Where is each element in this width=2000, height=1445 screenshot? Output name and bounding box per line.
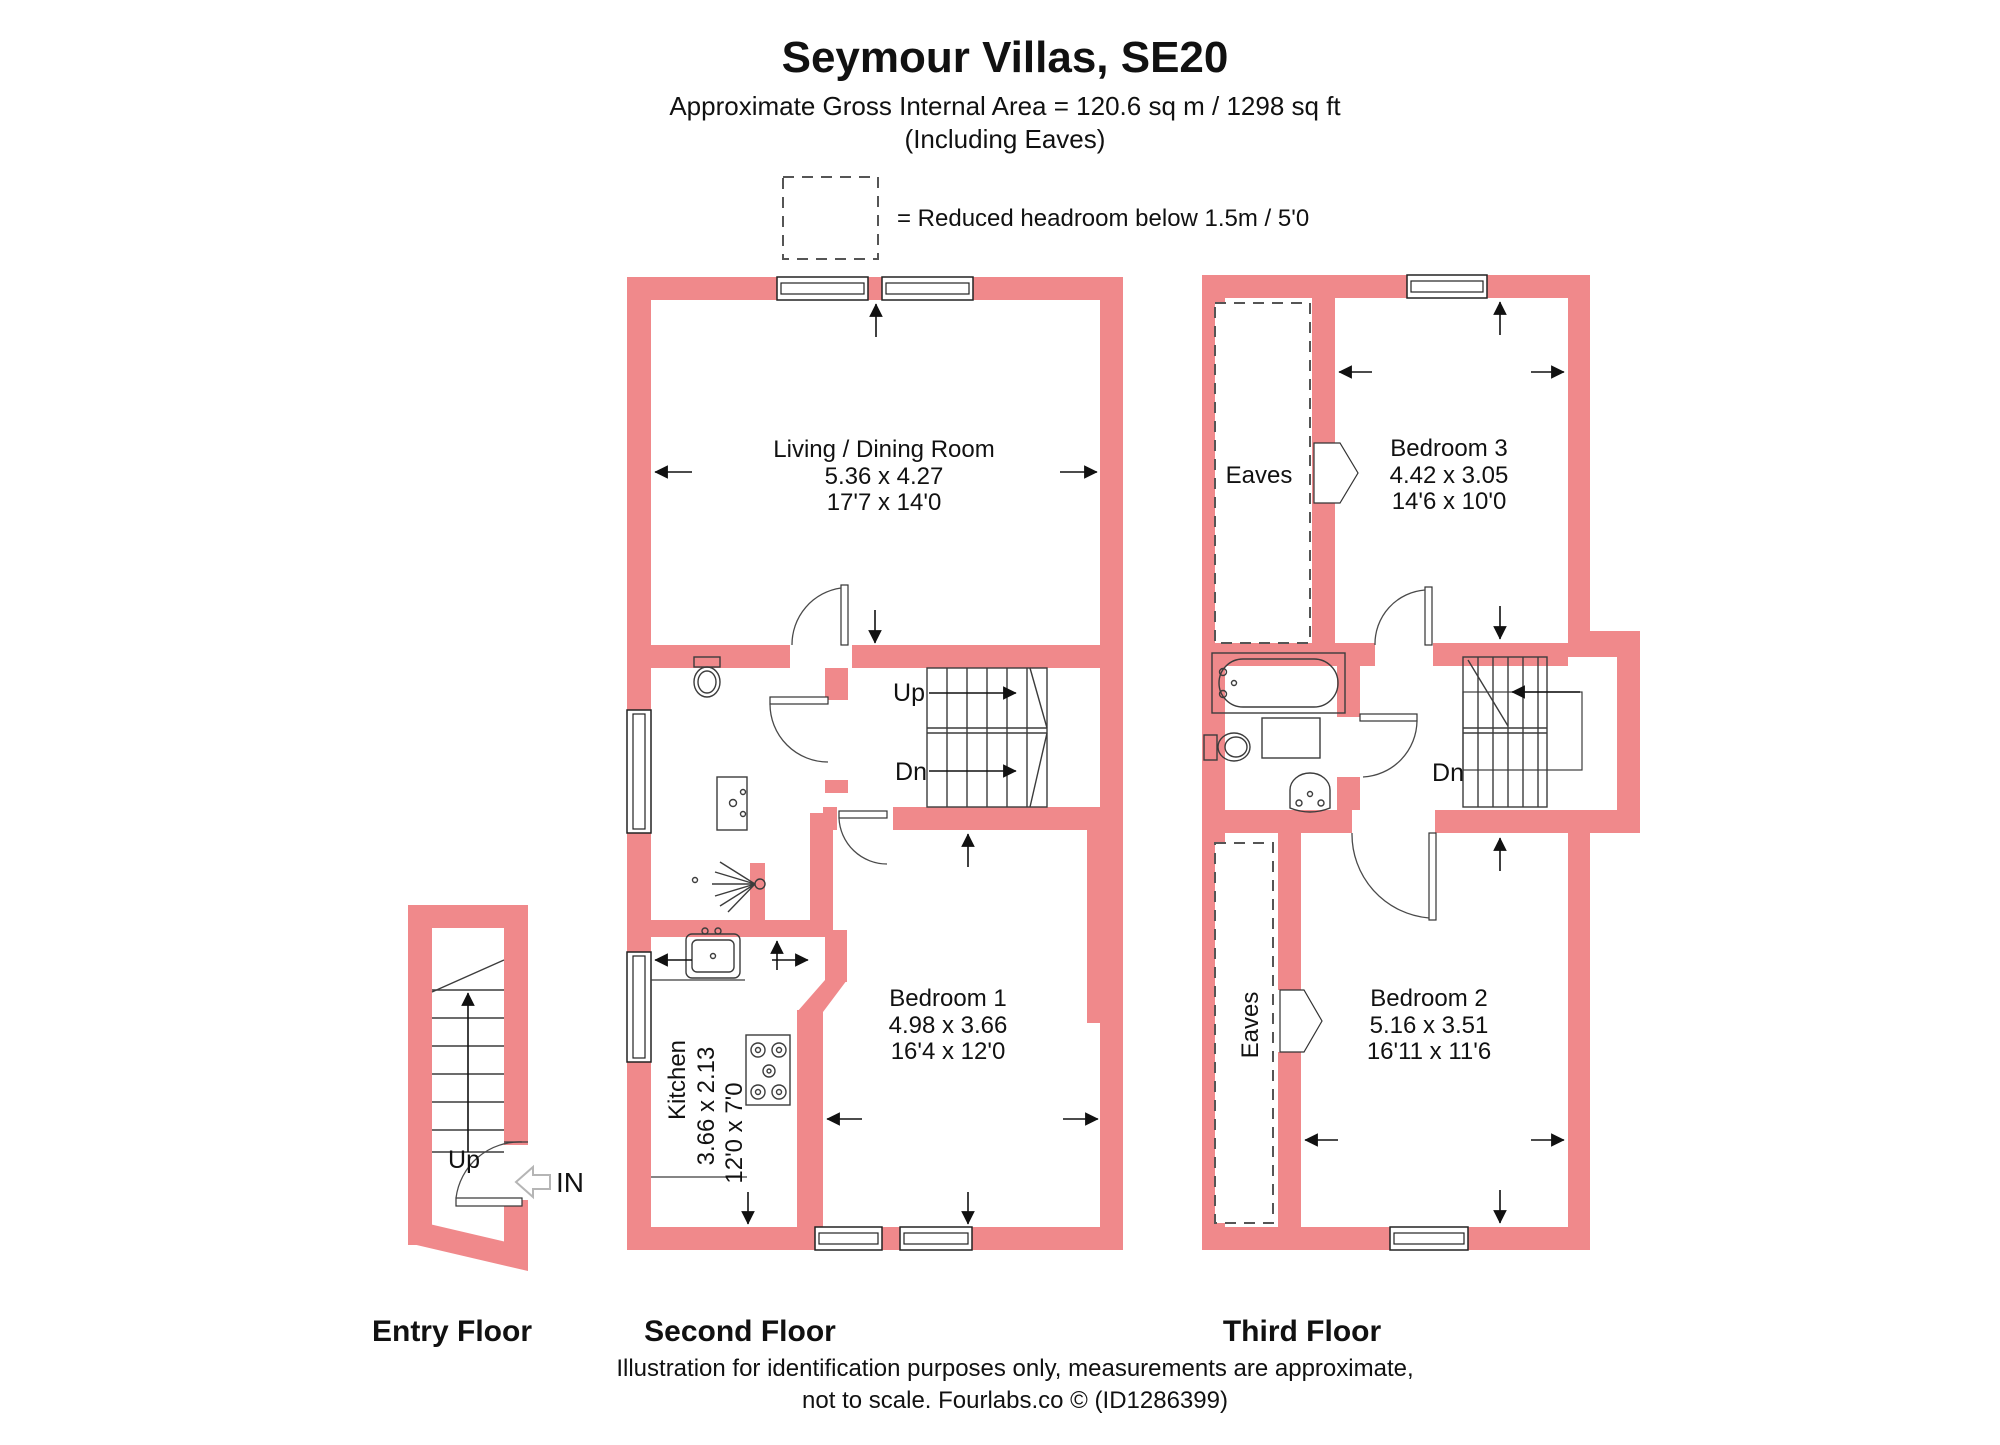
- svg-text:4.98 x 3.66: 4.98 x 3.66: [888, 1012, 1008, 1039]
- disclaimer-line2: not to scale. Fourlabs.co © (ID1286399): [802, 1387, 1228, 1414]
- page-title: Seymour Villas, SE20: [781, 33, 1229, 82]
- room-label-bedroom2: [1367, 985, 1491, 1065]
- footer: [616, 1355, 1413, 1414]
- entry-up-label: Up: [448, 1146, 480, 1174]
- eaves-access-door: [1314, 443, 1358, 503]
- eaves-top-label: Eaves: [1225, 462, 1293, 489]
- window: [900, 1227, 972, 1250]
- entrance-in-label: IN: [556, 1167, 584, 1198]
- svg-text:16'4 x 12'0: 16'4 x 12'0: [890, 1038, 1006, 1065]
- bathroom-door: [770, 697, 828, 762]
- disclaimer-line1: Illustration for identification purposes only, measurements are approximate,: [616, 1355, 1414, 1382]
- entrance-in-arrow-icon: [516, 1167, 550, 1197]
- svg-text:12'0 x 7'0: 12'0 x 7'0: [721, 1082, 748, 1184]
- window: [777, 277, 868, 300]
- entry-floor-plan: [372, 905, 584, 1348]
- window: [815, 1227, 882, 1250]
- window: [882, 277, 973, 300]
- bedroom3-door: [1375, 587, 1432, 645]
- eaves-access-door: [1280, 990, 1322, 1052]
- header: [669, 33, 1341, 154]
- including-eaves-text: (Including Eaves): [904, 124, 1106, 154]
- svg-text:Bedroom 3: Bedroom 3: [1390, 435, 1508, 462]
- third-floor-staircase: [1432, 657, 1582, 807]
- svg-text:5.36 x 4.27: 5.36 x 4.27: [824, 463, 944, 490]
- wall: [408, 905, 432, 1245]
- svg-text:17'7 x 14'0: 17'7 x 14'0: [826, 489, 942, 516]
- legend-text: = Reduced headroom below 1.5m / 5'0: [897, 205, 1310, 232]
- second-dn-label: Dn: [895, 758, 927, 786]
- svg-text:Living / Dining Room: Living / Dining Room: [773, 436, 995, 463]
- svg-text:5.16 x 3.51: 5.16 x 3.51: [1369, 1012, 1489, 1039]
- svg-text:16'11 x 11'6: 16'11 x 11'6: [1366, 1038, 1492, 1065]
- vanity-sink-icon: [717, 777, 747, 830]
- reduced-headroom-swatch: [783, 177, 878, 259]
- svg-text:4.42 x 3.05: 4.42 x 3.05: [1389, 462, 1509, 489]
- eaves-bottom-label: Eaves: [1237, 991, 1264, 1059]
- room-label-bedroom3: [1390, 435, 1509, 515]
- legend: [783, 177, 1309, 259]
- bedroom1-door: [839, 811, 887, 864]
- third-floor-bathroom: [1204, 653, 1345, 812]
- second-floor-title: Second Floor: [644, 1315, 836, 1348]
- gross-area-text: Approximate Gross Internal Area = 120.6 sq m / 1298 sq ft: [669, 91, 1341, 121]
- window: [627, 710, 651, 833]
- window: [627, 952, 651, 1062]
- third-floor-plan: [1202, 275, 1640, 1348]
- room-label-bedroom1: [889, 985, 1008, 1065]
- shower-unit-icon: [1262, 718, 1320, 758]
- second-floor-plan: [627, 277, 1123, 1348]
- wall: [504, 905, 528, 1145]
- living-room-door: [792, 585, 848, 645]
- bedroom2-door: [1352, 833, 1436, 920]
- window: [1390, 1227, 1468, 1250]
- room-label-kitchen: [664, 1040, 748, 1184]
- entry-floor-title: Entry Floor: [371, 1315, 533, 1348]
- svg-text:3.66 x 2.13: 3.66 x 2.13: [693, 1046, 720, 1166]
- svg-text:14'6 x 10'0: 14'6 x 10'0: [1391, 488, 1507, 515]
- svg-text:Bedroom 2: Bedroom 2: [1370, 985, 1488, 1012]
- window: [1407, 275, 1487, 298]
- room-label-living: [773, 436, 994, 516]
- third-bathroom-door: [1360, 714, 1417, 777]
- svg-text:Bedroom 1: Bedroom 1: [889, 985, 1007, 1012]
- pedestal-sink-icon: [1290, 773, 1330, 812]
- third-dn-label: Dn: [1432, 759, 1464, 787]
- third-floor-title: Third Floor: [1222, 1315, 1382, 1348]
- hob-icon: [746, 1035, 790, 1105]
- svg-text:Kitchen: Kitchen: [664, 1039, 691, 1121]
- second-floor-staircase: [893, 668, 1047, 807]
- second-up-label: Up: [893, 679, 925, 707]
